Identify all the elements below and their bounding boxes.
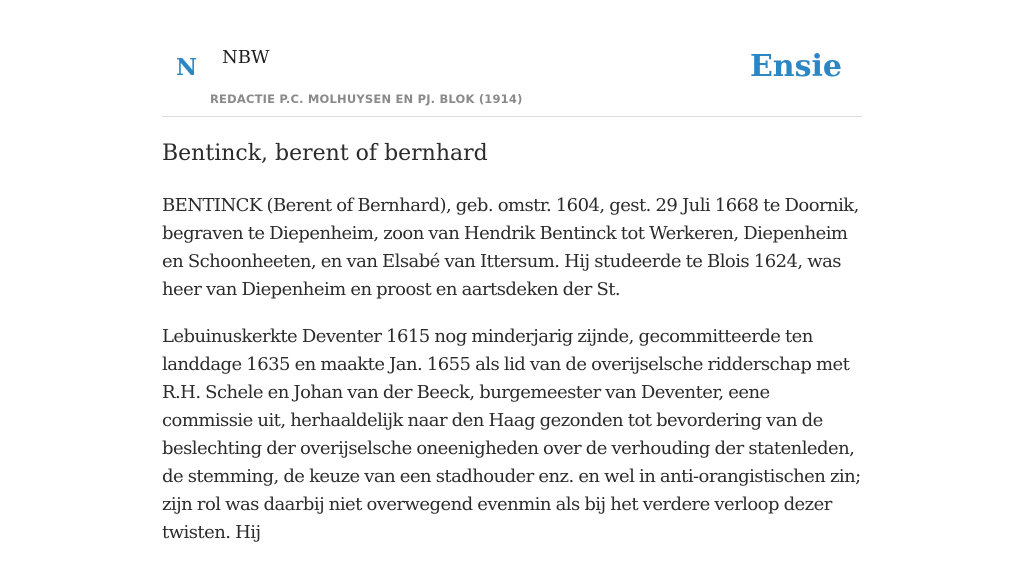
source-subtitle: REDACTIE P.C. MOLHUYSEN EN PJ. BLOK (1914) [210, 92, 523, 106]
source-header [162, 0, 862, 117]
source-logo-icon[interactable]: N [176, 54, 198, 81]
ensie-logo[interactable]: Ensie [749, 49, 842, 84]
article-paragraph: Lebuinuskerkte Deventer 1615 nog minderjarig zijnde, gecommitteerde ten landdage 1635 en maakte Jan. 1655 als lid van de overijselsche ridderschap met R.H. Schele en Johan van der Beeck, burgemeester van Deventer, eene commissie uit, herhaaldelijk naar den Haag gezonden tot bevordering van de beslechting der overijselsche oneenigheden over de verhouding der statenleden, de stemming, de keuze van een stadhouder enz. en wel in anti-orangistischen zin; zijn rol was daarbij niet overwegend evenmin als bij het verdere verloop dezer twisten. Hij [162, 326, 861, 543]
article-title: Bentinck, berent of bernhard [162, 141, 488, 166]
source-name-link[interactable]: NBW [222, 47, 270, 68]
article-paragraph: BENTINCK (Berent of Bernhard), geb. omstr. 1604, gest. 29 Juli 1668 te Doornik, begraven te Diepenheim, zoon van Hendrik Bentinck tot Werkeren, Diepenheim en Schoonheeten, en van Elsabé van Ittersum. Hij studeerde te Blois 1624, was heer van Diepenheim en proost en aartsdeken der St. [162, 195, 859, 300]
article-body [162, 192, 862, 566]
